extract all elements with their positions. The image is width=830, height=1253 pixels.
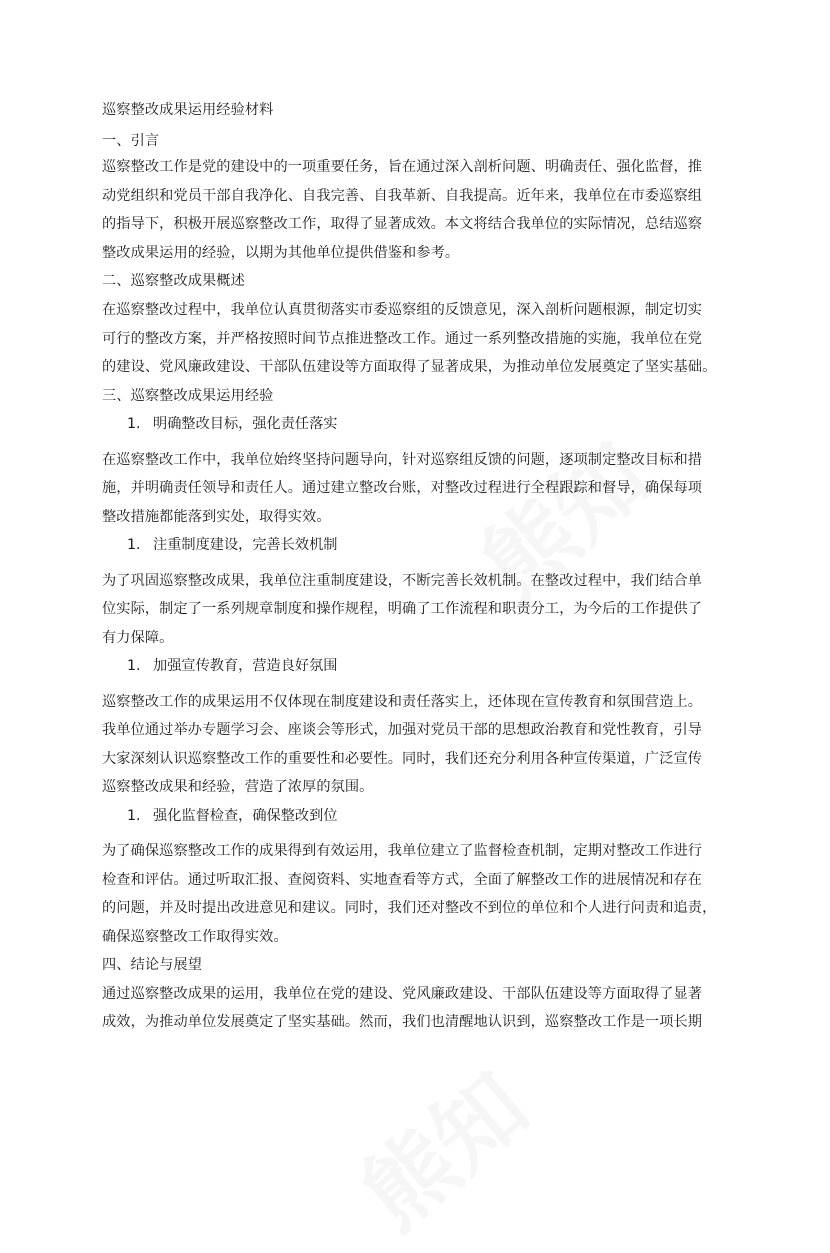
item-title: 明确整改目标，强化责任落实 [153,416,338,432]
item-title: 加强宣传教育，营造良好氛围 [153,658,338,674]
numbered-item-heading [127,806,337,826]
paragraph-line: 的建设、党风廉政建设、干部队伍建设等方面取得了显著成果，为推动单位发展奠定了坚实基础。 [102,359,717,375]
section-heading-conclusion: 四、结论与展望 [102,957,203,973]
paragraph-line: 施，并明确责任领导和责任人。通过建立整改台账，对整改过程进行全程跟踪和督导，确保每项 [102,480,703,496]
numbered-item-heading [127,656,337,676]
paragraph-line: 巡察整改工作的成果运用不仅体现在制度建设和责任落实上，还体现在宣传教育和氛围营造上。 [102,694,703,710]
numbered-item-heading [127,414,337,434]
item-title: 注重制度建设，完善长效机制 [153,537,338,553]
paragraph-line: 巡察整改成果和经验，营造了浓厚的氛围。 [102,779,374,795]
numbered-item-heading [127,535,337,555]
item-number: 1. [127,416,141,432]
paragraph-line: 为了确保巡察整改工作的成果得到有效运用，我单位建立了监督检查机制，定期对整改工作进行 [102,843,703,859]
paragraph-line: 整改措施都能落到实处，取得实效。 [102,509,331,525]
watermark [329,1037,550,1252]
item-number: 1. [127,537,141,553]
document-title: 巡察整改成果运用经验材料 [102,102,274,118]
paragraph-line: 通过巡察整改成果的运用，我单位在党的建设、党风廉政建设、干部队伍建设等方面取得了显著 [102,986,703,1002]
section-heading-intro: 一、引言 [102,133,160,149]
paragraph-line: 位实际，制定了一系列规章制度和操作规程，明确了工作流程和职责分工，为今后的工作提供了 [102,601,703,617]
paragraph-line: 动党组织和党员干部自我净化、自我完善、自我革新、自我提高。近年来，我单位在市委巡察组 [102,188,703,204]
paragraph-line: 的指导下，积极开展巡察整改工作，取得了显著成效。本文将结合我单位的实际情况，总结巡察 [102,216,703,232]
paragraph-line: 的问题，并及时提出改进意见和建议。同时，我们还对整改不到位的单位和个人进行问责和追责， [102,900,717,916]
paragraph-line: 为了巩固巡察整改成果，我单位注重制度建设，不断完善长效机制。在整改过程中，我们结合单 [102,573,703,589]
paragraph-line: 可行的整改方案，并严格按照时间节点推进整改工作。通过一系列整改措施的实施，我单位在党 [102,331,703,347]
paragraph-line: 有力保障。 [102,630,174,646]
section-heading-overview: 二、巡察整改成果概述 [102,273,245,289]
item-number: 1. [127,808,141,824]
paragraph-line: 在巡察整改工作中，我单位始终坚持问题导向，针对巡察组反馈的问题，逐项制定整改目标和措 [102,452,703,468]
item-title: 强化监督检查，确保整改到位 [153,808,338,824]
paragraph-line: 检查和评估。通过听取汇报、查阅资料、实地查看等方式，全面了解整改工作的进展情况和存在 [102,872,703,888]
paragraph-line: 大家深刻认识巡察整改工作的重要性和必要性。同时，我们还充分利用各种宣传渠道，广泛宣传 [102,751,703,767]
paragraph-line: 在巡察整改过程中，我单位认真贯彻落实市委巡察组的反馈意见，深入剖析问题根源，制定切实 [102,302,703,318]
section-heading-experience: 三、巡察整改成果运用经验 [102,388,274,404]
item-number: 1. [127,658,141,674]
paragraph-line: 成效，为推动单位发展奠定了坚实基础。然而，我们也清醒地认识到，巡察整改工作是一项长期 [102,1014,703,1030]
paragraph-line: 确保巡察整改工作取得实效。 [102,929,288,945]
paragraph-line: 我单位通过举办专题学习会、座谈会等形式，加强对党员干部的思想政治教育和党性教育，引导 [102,722,703,738]
paragraph-line: 整改成果运用的经验，以期为其他单位提供借鉴和参考。 [102,245,460,261]
paragraph-line: 巡察整改工作是党的建设中的一项重要任务，旨在通过深入剖析问题、明确责任、强化监督，推 [102,159,703,175]
